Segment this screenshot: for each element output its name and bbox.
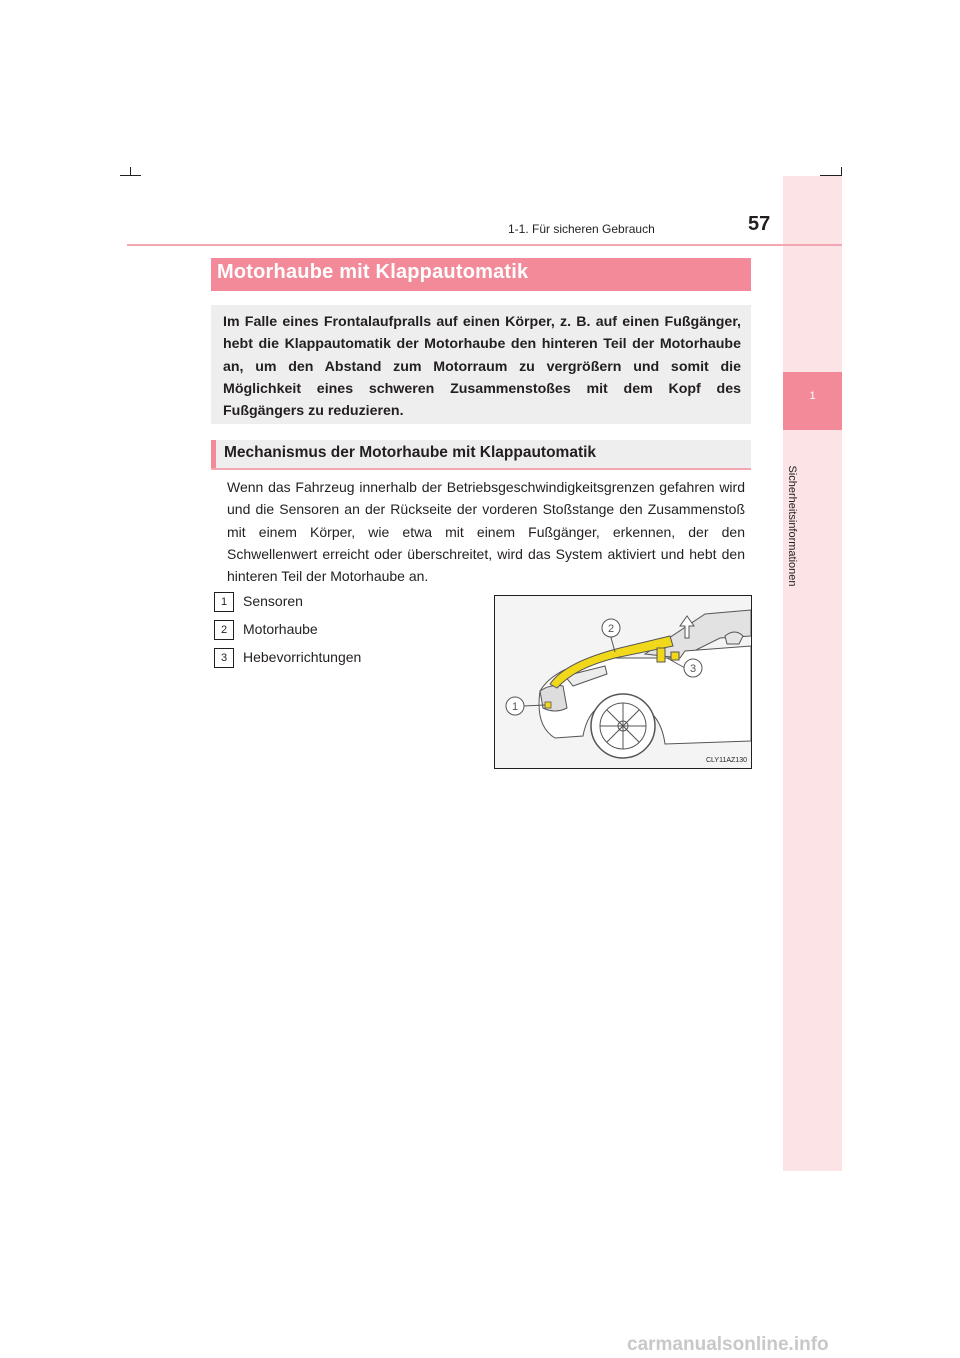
subsection-title: Mechanismus der Motorhaube mit Klappautomatik — [224, 444, 597, 461]
section-title-bar — [211, 258, 751, 291]
legend-label: Sensoren — [243, 593, 303, 609]
side-tab-number-box — [783, 372, 842, 430]
watermark: carmanualsonline.info — [627, 1334, 829, 1355]
side-tab-label: Sicherheitsinformationen — [786, 465, 798, 587]
lifter-highlight — [657, 648, 665, 662]
side-tab — [783, 176, 842, 1171]
page-number: 57 — [748, 213, 771, 235]
callout-label-1: 1 — [511, 701, 519, 713]
chapter-header: 1-1. Für sicheren Gebrauch — [508, 222, 655, 236]
legend-number: 2 — [214, 620, 234, 640]
intro-text: Im Falle eines Frontalaufpralls auf einen Körper, z. B. auf einen Fußgänger, hebt die Klappautomatik der Motorhaube den hinteren Teil der Motorhaube an, um den Abstand zum Motorraum zu vergrößern und somit die Möglichkeit eines schweren Zusammenstoßes mit dem Kopf des Fußgängers zu reduzieren. — [223, 314, 741, 420]
lifter-highlight-2 — [671, 652, 679, 660]
header-rule — [127, 244, 842, 246]
legend-label: Hebevorrichtungen — [243, 649, 362, 665]
mirror-shape — [725, 632, 743, 644]
car-illustration-svg — [495, 596, 751, 768]
legend-number: 1 — [214, 592, 234, 612]
body-text: Wenn das Fahrzeug innerhalb der Betriebsgeschwindigkeitsgrenzen gefahren wird und die Sensoren an der Rückseite der vorderen Stoßstange den Zusammenstoß mit einem Körper, wie etwa mit einem Fußgänger, erkennen, der den Schwellenwert erreicht oder überschreitet, wird das System aktiviert und hebt den hinteren Teil der Motorhaube an. — [227, 479, 745, 585]
sensor-highlight — [545, 702, 551, 708]
legend-label: Motorhaube — [243, 621, 318, 637]
callout-label-2: 2 — [607, 623, 615, 635]
car-hood-illustration — [494, 595, 752, 769]
section-title: Motorhaube mit Klappautomatik — [217, 261, 529, 283]
crop-mark — [130, 167, 131, 175]
figure-code: CLY11AZ130 — [706, 757, 747, 764]
subsection-title-bar — [211, 440, 751, 470]
crop-mark — [120, 175, 141, 176]
callout-label-3: 3 — [689, 663, 697, 675]
subsection-accent — [211, 440, 216, 468]
intro-box — [211, 305, 751, 424]
legend-number: 3 — [214, 648, 234, 668]
grille-shape — [540, 686, 567, 711]
side-tab-number: 1 — [809, 390, 816, 402]
side-tab-label-box — [777, 446, 807, 606]
